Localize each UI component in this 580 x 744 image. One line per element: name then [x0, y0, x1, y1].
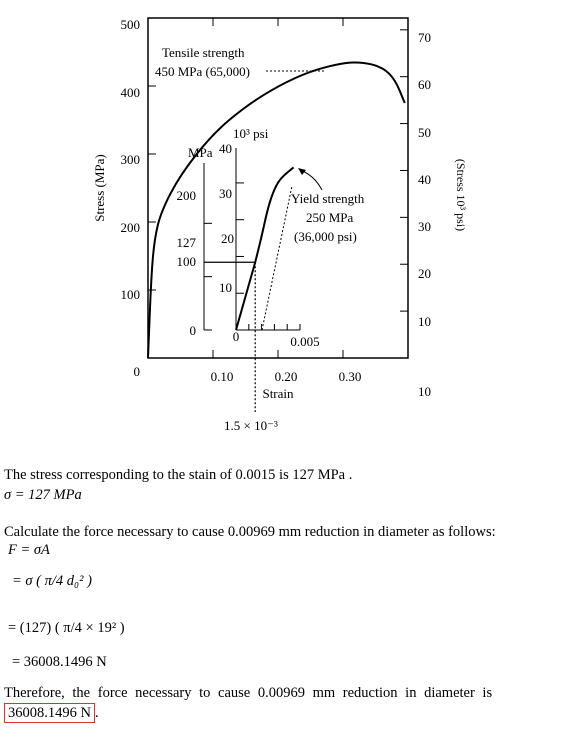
- inset-mpa-tick-100: 100: [176, 254, 196, 269]
- y-right-tick-10: 10: [418, 314, 431, 329]
- y-tick-100: 100: [120, 287, 140, 302]
- y-tick-400: 400: [120, 85, 140, 100]
- y-right-tick-20: 20: [418, 266, 431, 281]
- inset-mpa-label: MPa: [188, 145, 213, 160]
- yield-arrow-head: [298, 168, 306, 175]
- y-right-tick-70: 70: [418, 30, 431, 45]
- y-right-tick-40: 40: [418, 172, 431, 187]
- force-step-1: = σ ( π/4 d₀² ): [12, 573, 92, 589]
- offset-line: [262, 186, 292, 330]
- force-instruction: Calculate the force necessary to cause 0.00969 mm reduction in diameter as follows:: [4, 524, 496, 540]
- y-tick-500: 500: [120, 17, 140, 32]
- inset-psi-tick-20: 20: [221, 231, 234, 246]
- inset-psi-tick-30: 30: [219, 186, 232, 201]
- y-right-tick-60: 60: [418, 77, 431, 92]
- yield-annotation-line1: Yield strength: [291, 191, 365, 206]
- tensile-annotation-line1: Tensile strength: [162, 45, 245, 60]
- y-right-tick-30: 30: [418, 219, 431, 234]
- yield-annotation-line3: (36,000 psi): [294, 229, 357, 244]
- x-tick-0.10: 0.10: [210, 369, 234, 384]
- inset-mpa-tick-0: 0: [189, 323, 196, 338]
- inset-psi-label: 10³ psi: [233, 126, 269, 141]
- stress-strain-curve: [148, 62, 405, 358]
- stress-statement: The stress corresponding to the stain of 0.0015 is 127 MPa .: [4, 467, 353, 483]
- x-tick-0.30: 0.30: [338, 369, 362, 384]
- inset-curve: [236, 167, 294, 330]
- conclusion-text: Therefore, the force necessary to cause 0.00969 mm reduction in diameter is: [4, 685, 493, 701]
- x-axis-label: Strain: [262, 386, 294, 401]
- x-tick-0.20: 0.20: [274, 369, 298, 384]
- x-right-tick-10: 10: [418, 384, 431, 399]
- inset-x-tick: 0.005: [290, 334, 320, 349]
- yield-annotation-line2: 250 MPa: [306, 210, 354, 225]
- inset-mpa-tick-127: 127: [176, 235, 196, 250]
- sigma-equation: σ = 127 MPa: [4, 487, 82, 503]
- inset-x-zero: 0: [232, 329, 240, 344]
- x-tick-0: 0: [133, 364, 140, 379]
- y-tick-200: 200: [120, 220, 140, 235]
- force-step-2: = (127) ( π/4 × 19² ): [8, 620, 125, 636]
- inset-psi-tick-10: 10: [219, 280, 232, 295]
- answer-line: [4, 706, 99, 721]
- y-right-axis-label: (Stress 10³ psi): [454, 158, 468, 232]
- force-equation: F = σA: [8, 542, 50, 558]
- force-step-3: = 36008.1496 N: [12, 654, 107, 670]
- inset-mpa-tick-200: 200: [176, 188, 196, 203]
- answer-box: 36008.1496 N: [4, 703, 95, 723]
- y-tick-300: 300: [120, 152, 140, 167]
- answer-period: .: [94, 705, 99, 721]
- tensile-annotation-line2: 450 MPa (65,000): [155, 64, 250, 79]
- y-right-tick-50: 50: [418, 125, 431, 140]
- y-axis-label: Stress (MPa): [92, 154, 107, 222]
- strain-marker-label: 1.5 × 10⁻³: [224, 418, 278, 433]
- inset-psi-tick-40: 40: [219, 141, 232, 156]
